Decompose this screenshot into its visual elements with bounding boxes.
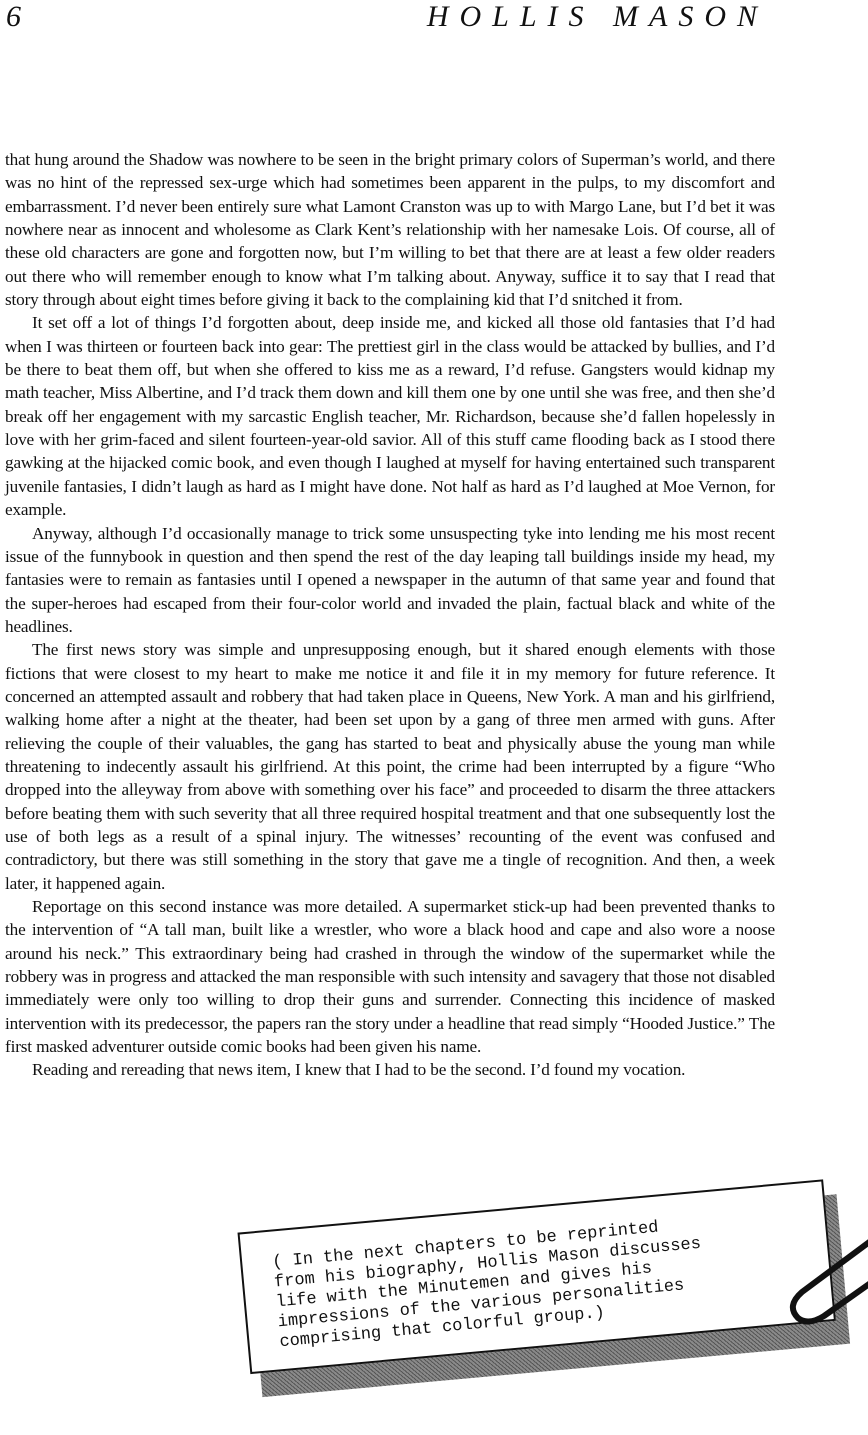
body-text [5,148,775,1082]
paragraph: Anyway, although I’d occasionally manage to trick some unsuspecting tyke into lending me his most recent issue of the funnybook in question and then spend the rest of the day leaping tall buildings inside my head, my fantasies were to remain as fantasies until I opened a newspaper in the autumn of that same year and found that the super-heroes had escaped from their four-color world and invaded the plain, factual black and white of the headlines. [5,523,775,636]
paragraph: Reportage on this second instance was more detailed. A supermarket stick-up had been prevented thanks to the intervention of “A tall man, built like a wrestler, who wore a black hood and cape and also wore a noose around his neck.” This extraordinary being had crashed in through the window of the supermarket while the robbery was in progress and attacked the man responsible with such intensity and savagery that those not disabled immediately were only too willing to drop their guns and surrender. Connecting this incidence of masked intervention with its predecessor, the papers ran the story under a headline that read simply “Hooded Justice.” The first masked adventurer outside comic books had been given his name. [5,897,775,1057]
running-head: HOLLIS MASON [426,0,768,33]
paperclip-icon [780,1230,868,1330]
paragraph: Reading and rereading that news item, I knew that I had to be the second. I’d found my vocation. [32,1060,686,1080]
paragraph: that hung around the Shadow was nowhere to be seen in the bright primary colors of Superman’s world, and there was no hint of the repressed sex-urge which had sometimes been apparent in the pulps, to my discomfort and embarrassment. I’d never been entirely sure what Lamont Cranston was up to with Margo Lane, but I’d bet it was nowhere near as innocent and wholesome as Clark Kent’s relationship with her namesake Lois. Of course, all of these old characters are gone and forgotten now, but I’m willing to bet that there are at least a few older readers out there who will remember enough to know what I’m talking about. Anyway, suffice it to say that I read that story through about eight times before giving it back to the complaining kid that I’d snitched it from. [5,150,775,310]
clipped-note [237,1178,849,1392]
paragraph: The first news story was simple and unpresupposing enough, but it shared enough elements with those fictions that were closest to my heart to make me notice it and file it in my memory for future reference. It concerned an attempted assault and robbery that had taken place in Queens, New York. A man and his girlfriend, walking home after a night at the theater, had been set upon by a gang of three men armed with guns. After relieving the couple of their valuables, the gang has started to beat and physically abuse the young man while threatening to indecently assault his girlfriend. At this point, the crime had been interrupted by a figure “Who dropped into the alleyway from above with something over his face” and proceeded to disarm the three attackers before beating them with such severity that all three required hospital treatment and that one subsequently lost the use of both legs as a result of a spinal injury. The witnesses’ recounting of the event was confused and contradictory, but there was still something in the story that gave me a tingle of recognition. And then, a week later, it happened again. [5,640,775,893]
paragraph: It set off a lot of things I’d forgotten about, deep inside me, and kicked all those old fantasies that I’d had when I was thirteen or fourteen back into gear: The prettiest girl in the class would be attacked by bullies, and I’d be there to beat them off, but when she offered to kiss me as a reward, I’d refuse. Gangsters would kidnap my math teacher, Miss Albertine, and I’d track them down and kill them one by one until she was free, and then she’d break off her engagement with my sarcastic English teacher, Mr. Richardson, because she’d fallen hopelessly in love with her grim-faced and silent fourteen-year-old savior. All of this stuff came flooding back as I stood there gawking at the hijacked comic book, and even though I laughed at myself for having entertained such transparent juvenile fantasies, I didn’t laugh as hard as I might have done. Not half as hard as I’d laughed at Moe Vernon, for example. [5,313,775,520]
note-text: ( In the next chapters to be reprinted from his biography, Hollis Mason discusses life with the Minutemen and gives his impressions of the various personalities comprising that colorful group.) [271,1218,702,1353]
page-number: 6 [6,0,21,33]
